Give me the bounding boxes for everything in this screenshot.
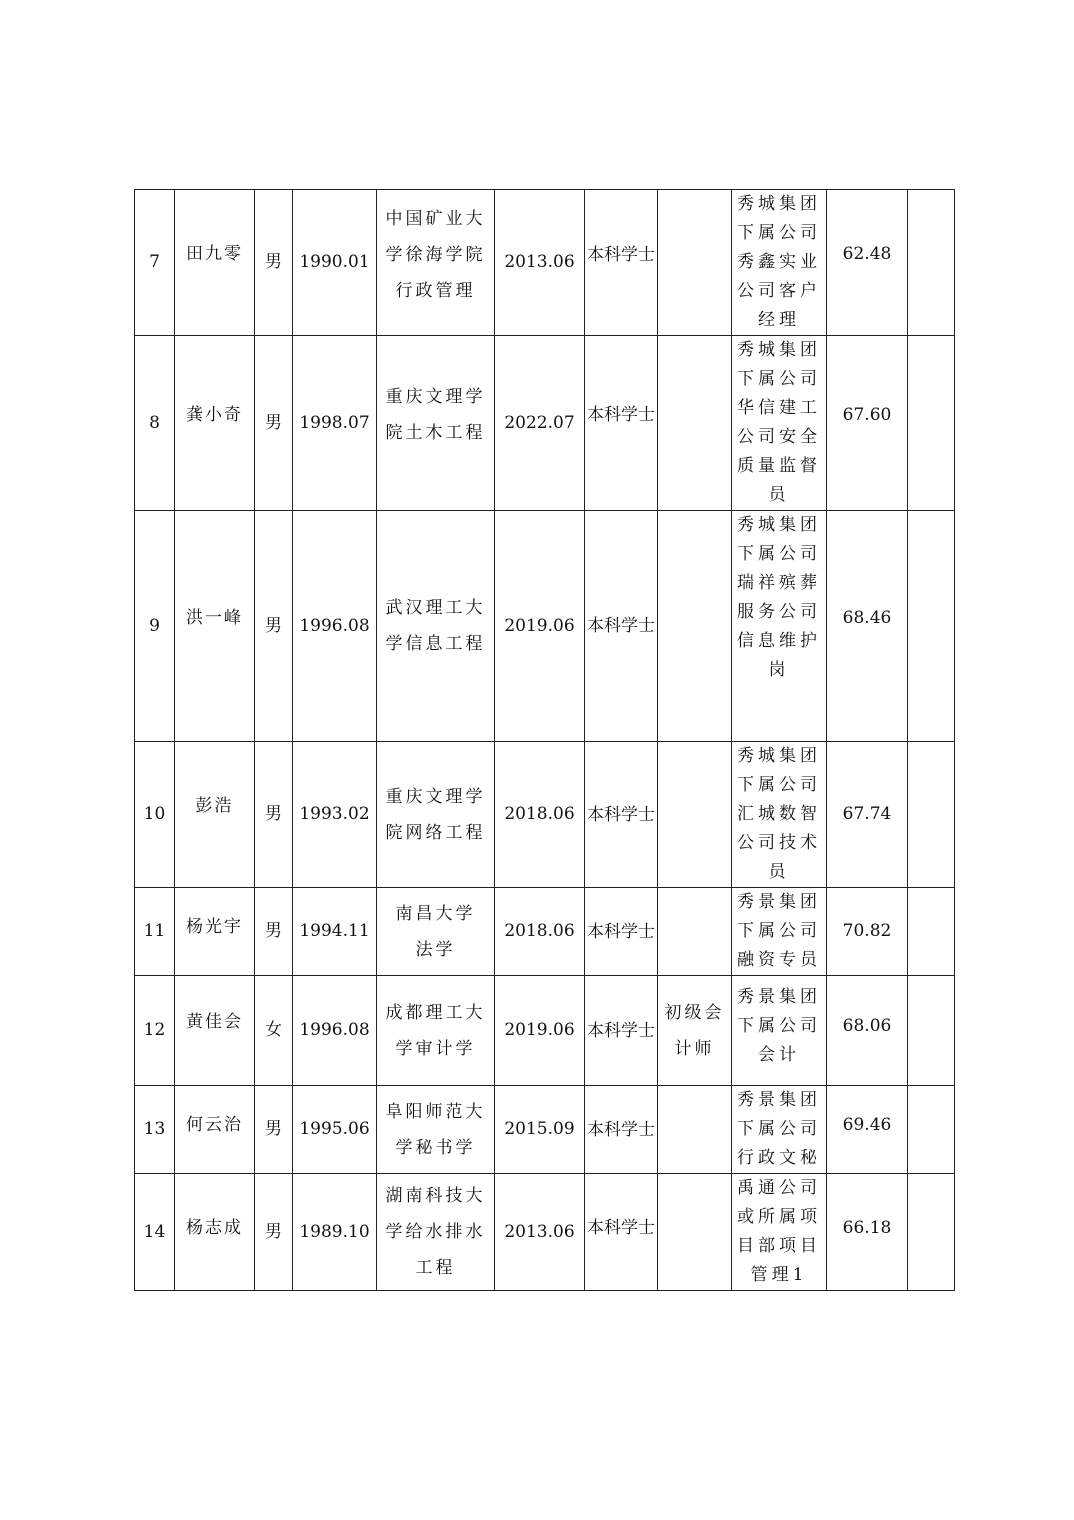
row-number: 9 <box>135 511 175 742</box>
graduation-date: 2018.06 <box>495 742 585 888</box>
remark <box>908 190 955 336</box>
candidate-name <box>175 1174 255 1291</box>
school-major <box>377 1086 495 1174</box>
candidate-name <box>175 1086 255 1174</box>
degree <box>585 1086 658 1174</box>
candidate-name <box>175 976 255 1086</box>
row-number: 8 <box>135 336 175 511</box>
graduation-date: 2022.07 <box>495 336 585 511</box>
school-text: 重庆文理学院网络工程 <box>385 786 486 843</box>
name-text: 杨志成 <box>186 1217 243 1238</box>
school-text: 阜阳师范大学秘书学 <box>385 1101 486 1158</box>
gender: 男 <box>255 336 293 511</box>
school-major <box>377 336 495 511</box>
applied-position: 秀城集团下属公司秀鑫实业公司客户经理 <box>732 190 827 336</box>
school-major <box>377 190 495 336</box>
graduation-date: 2013.06 <box>495 190 585 336</box>
applied-position <box>732 976 827 1086</box>
degree <box>585 742 658 888</box>
score <box>827 742 908 888</box>
position-text: 秀景集团下属公司会计 <box>737 987 821 1065</box>
degree-text: 本科学士 <box>587 1020 655 1041</box>
position-text: 秀城集团下属公司瑞祥殡葬服务公司信息维护岗 <box>737 515 821 680</box>
candidate-table <box>134 189 955 1291</box>
score-text: 69.46 <box>842 1115 892 1135</box>
table-row <box>135 336 955 511</box>
degree-text: 本科学士 <box>587 405 655 425</box>
graduation-date: 2015.09 <box>495 1086 585 1174</box>
remark <box>908 511 955 742</box>
gender: 男 <box>255 888 293 976</box>
remark <box>908 1086 955 1174</box>
professional-title <box>658 1174 732 1291</box>
school-text: 武汉理工大学信息工程 <box>385 598 486 654</box>
degree-text: 本科学士 <box>587 921 655 942</box>
graduation-date: 2013.06 <box>495 1174 585 1291</box>
name-text: 黄佳会 <box>186 1012 243 1032</box>
school-text: 中国矿业大学徐海学院行政管理 <box>385 208 486 301</box>
remark <box>908 336 955 511</box>
candidate-name <box>175 888 255 976</box>
birth-date: 1994.11 <box>293 888 377 976</box>
row-number: 11 <box>135 888 175 976</box>
birth-date: 1998.07 <box>293 336 377 511</box>
degree <box>585 1174 658 1291</box>
school-text: 重庆文理学院土木工程 <box>385 387 486 443</box>
school-major <box>377 976 495 1086</box>
table-row <box>135 511 955 742</box>
professional-title <box>658 190 732 336</box>
score <box>827 888 908 976</box>
gender: 男 <box>255 742 293 888</box>
remark <box>908 742 955 888</box>
graduation-date: 2019.06 <box>495 976 585 1086</box>
birth-date: 1995.06 <box>293 1086 377 1174</box>
name-text: 龚小奇 <box>186 404 243 425</box>
table-row <box>135 1086 955 1174</box>
remark <box>908 1174 955 1291</box>
score-text: 66.18 <box>842 1217 892 1238</box>
table-row <box>135 190 955 336</box>
table-row <box>135 976 955 1086</box>
candidate-name <box>175 336 255 511</box>
professional-title <box>658 976 732 1086</box>
graduation-date: 2019.06 <box>495 511 585 742</box>
score-text: 70.82 <box>842 921 892 941</box>
school-text: 南昌大学法学 <box>395 903 476 960</box>
candidate-name <box>175 190 255 336</box>
birth-date: 1990.01 <box>293 190 377 336</box>
row-number: 14 <box>135 1174 175 1291</box>
professional-title <box>658 1086 732 1174</box>
score-text: 67.74 <box>842 804 892 824</box>
score <box>827 1086 908 1174</box>
applied-position: 秀景集团下属公司行政文秘 <box>732 1086 827 1174</box>
school-major <box>377 1174 495 1291</box>
school-major <box>377 511 495 742</box>
score-text: 62.48 <box>842 244 892 264</box>
school-major <box>377 742 495 888</box>
table-row <box>135 742 955 888</box>
table-row <box>135 1174 955 1291</box>
score-text: 68.06 <box>842 1016 892 1036</box>
professional-title <box>658 336 732 511</box>
score <box>827 976 908 1086</box>
remark <box>908 976 955 1086</box>
degree-text: 本科学士 <box>587 1119 655 1140</box>
degree-text: 本科学士 <box>587 616 655 636</box>
degree <box>585 888 658 976</box>
row-number: 13 <box>135 1086 175 1174</box>
gender: 女 <box>255 976 293 1086</box>
birth-date: 1989.10 <box>293 1174 377 1291</box>
birth-date: 1993.02 <box>293 742 377 888</box>
degree <box>585 511 658 742</box>
name-text: 田九零 <box>186 244 243 264</box>
gender: 男 <box>255 511 293 742</box>
name-text: 彭浩 <box>195 796 234 816</box>
score <box>827 511 908 742</box>
applied-position: 秀城集团下属公司华信建工公司安全质量监督员 <box>732 336 827 511</box>
professional-title <box>658 511 732 742</box>
school-major <box>377 888 495 976</box>
score <box>827 190 908 336</box>
degree-text: 本科学士 <box>587 1218 655 1238</box>
name-text: 杨光宇 <box>186 917 243 937</box>
row-number: 10 <box>135 742 175 888</box>
candidate-name <box>175 511 255 742</box>
school-text: 湖南科技大学给水排水工程 <box>385 1186 486 1278</box>
name-text: 洪一峰 <box>186 607 243 628</box>
table-row <box>135 888 955 976</box>
applied-position: 秀景集团下属公司融资专员 <box>732 888 827 976</box>
gender: 男 <box>255 1086 293 1174</box>
degree-text: 本科学士 <box>587 804 655 825</box>
birth-date: 1996.08 <box>293 511 377 742</box>
score <box>827 1174 908 1291</box>
professional-title <box>658 888 732 976</box>
score-text: 68.46 <box>842 607 892 628</box>
school-text: 成都理工大学审计学 <box>385 1002 486 1059</box>
remark <box>908 888 955 976</box>
applied-position: 禹通公司或所属项目部项目管理1 <box>732 1174 827 1291</box>
degree <box>585 336 658 511</box>
birth-date: 1996.08 <box>293 976 377 1086</box>
professional-title <box>658 742 732 888</box>
score <box>827 336 908 511</box>
applied-position: 秀城集团下属公司汇城数智公司技术员 <box>732 742 827 888</box>
row-number: 12 <box>135 976 175 1086</box>
applied-position <box>732 511 827 742</box>
degree-text: 本科学士 <box>587 244 655 265</box>
degree <box>585 190 658 336</box>
candidate-name <box>175 742 255 888</box>
degree <box>585 976 658 1086</box>
name-text: 何云治 <box>186 1115 243 1135</box>
title-text: 初级会计师 <box>664 1002 725 1059</box>
score-text: 67.60 <box>842 404 892 425</box>
gender: 男 <box>255 1174 293 1291</box>
row-number: 7 <box>135 190 175 336</box>
gender: 男 <box>255 190 293 336</box>
graduation-date: 2018.06 <box>495 888 585 976</box>
